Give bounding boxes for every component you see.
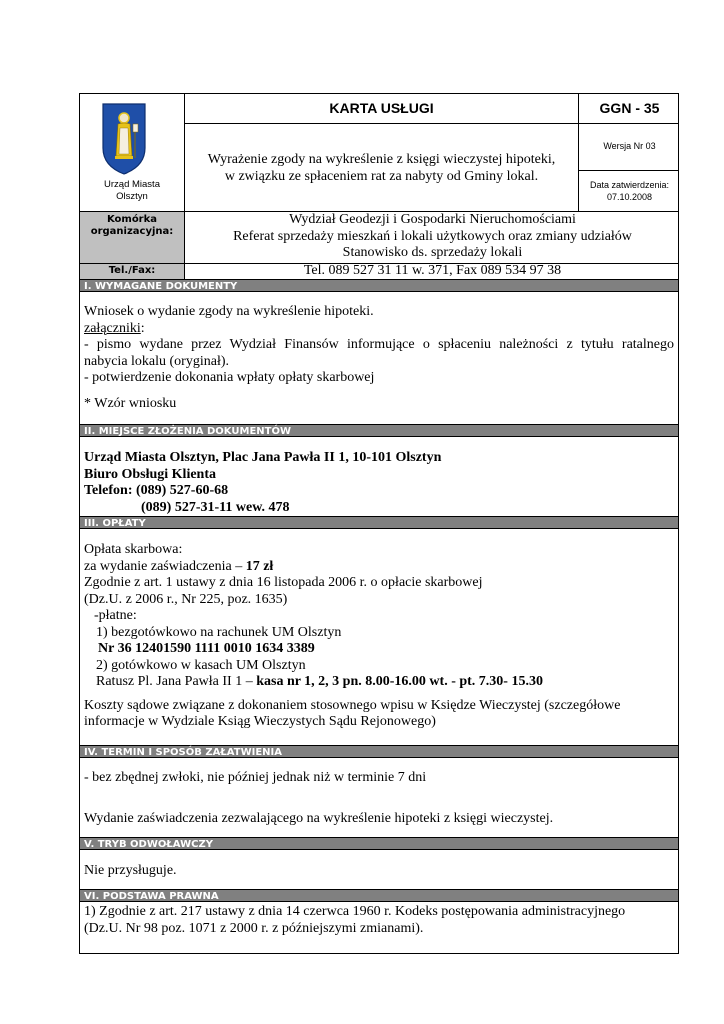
legal-basis-line1: 1) Zgodnie z art. 217 ustawy z dnia 14 czerwca 1960 r. Kodeks postępowania administracyjnego — [84, 904, 626, 919]
cash-desk-address: Ratusz Pl. Jana Pawła II 1 – — [96, 674, 257, 689]
approval-block — [579, 179, 680, 203]
deadline-line: - bez zbędnej zwłoki, nie później jednak niż w terminie 7 dni — [84, 770, 427, 785]
phone-secondary: (089) 527-31-11 wew. 478 — [141, 499, 290, 515]
court-fees-line1: Koszty sądowe związane z dokonaniem stosownego wpisu w Księdze Wieczystej (szczegółowe — [84, 697, 621, 713]
service-card — [79, 93, 679, 954]
fee-journal-ref: (Dz.U. z 2006 r., Nr 225, poz. 1635) — [84, 591, 288, 607]
approval-label: Data zatwierdzenia: — [589, 180, 670, 190]
phone-primary: Telefon: (089) 527-60-68 — [84, 483, 229, 498]
unit-line1: Wydział Geodezji i Gospodarki Nieruchomościami — [289, 212, 576, 227]
payable-label: -płatne: — [94, 608, 137, 623]
card-title: KARTA USŁUGI — [329, 100, 434, 116]
fee-amount-line — [84, 559, 674, 576]
cash-desk-info — [84, 674, 674, 691]
section-legal-basis-body — [84, 904, 674, 937]
city-crest-icon — [101, 102, 147, 176]
office-name-line1: Urząd Miasta — [104, 179, 160, 190]
unit-value — [185, 212, 680, 263]
office-address: Urząd Miasta Olsztyn, Plac Jana Pawła II 1, 10-101 Olsztyn — [84, 450, 442, 465]
unit-line3: Stanowisko ds. sprzedaży lokali — [342, 245, 523, 260]
customer-service-office: Biuro Obsługi Klienta — [84, 466, 216, 482]
section-deadline-header: IV. TERMIN I SPOSÓB ZAŁATWIENIA — [80, 745, 678, 758]
phone-value: Tel. 089 527 31 11 w. 371, Fax 089 534 97 38 — [303, 263, 562, 278]
cash-desk-hours: kasa nr 1, 2, 3 pn. 8.00-16.00 wt. - pt. 7.30- 15.30 — [256, 674, 543, 689]
section-fees-body — [84, 542, 674, 731]
office-name-line2: Olsztyn — [116, 191, 148, 202]
stamp-duty-label: Opłata skarbowa: — [84, 542, 183, 557]
unit-label-line1: Komórka — [106, 214, 158, 225]
bank-account-number: Nr 36 12401590 1111 0010 1634 3389 — [98, 641, 315, 656]
attachment-1-line1: - pismo wydane przez Wydział Finansów informujące o spłaceniu należności z tytułu ratalnego — [84, 337, 674, 352]
fee-amount: 17 zł — [245, 558, 274, 574]
service-line2: w związku ze spłaceniem rat za nabyty od Gminy lokal. — [224, 168, 539, 184]
section-submission-place-header: II. MIEJSCE ZŁOŻENIA DOKUMENTÓW — [80, 424, 678, 437]
section-required-documents-body — [84, 304, 674, 412]
unit-label-line2: organizacyjna: — [90, 226, 174, 237]
attachments-colon: : — [140, 320, 145, 336]
legal-basis-line2: (Dz.U. Nr 98 poz. 1071 z 2000 r. z późniejszymi zmianami). — [84, 920, 424, 936]
unit-label — [80, 212, 184, 263]
section-fees-header: III. OPŁATY — [80, 516, 678, 529]
logo-cell — [80, 94, 184, 211]
section-submission-place-body — [84, 450, 674, 516]
doc-request-line: Wniosek o wydanie zgody na wykreślenie hipoteki. — [84, 304, 374, 319]
appeal-value: Nie przysługuje. — [84, 863, 177, 878]
version-divider — [578, 170, 678, 171]
court-fees-line2: informacje w Wydziale Ksiąg Wieczystych Sądu Rejonowego) — [84, 714, 436, 729]
section-legal-basis-header: VI. PODSTAWA PRAWNA — [80, 889, 678, 902]
phone-label: Tel./Fax: — [80, 264, 184, 279]
unit-line2: Referat sprzedaży mieszkań i lokali użytkowych oraz zmiany udziałów — [233, 228, 632, 244]
fee-legal-basis: Zgodnie z art. 1 ustawy z dnia 16 listopada 2006 r. o opłacie skarbowej — [84, 575, 483, 590]
card-code: GGN - 35 — [599, 100, 660, 116]
approval-date: 07.10.2008 — [606, 192, 653, 202]
version-number: Wersja Nr 03 — [603, 141, 656, 151]
section-appeal-header: V. TRYB ODWOŁAWCZY — [80, 837, 678, 850]
service-line1: Wyrażenie zgody na wykreślenie z księgi wieczystej hipoteki, — [207, 151, 556, 167]
attachments-line — [84, 321, 674, 338]
form-template-link[interactable]: * Wzór wniosku — [84, 395, 177, 411]
service-description — [185, 124, 578, 211]
section-required-documents-header: I. WYMAGANE DOKUMENTY — [80, 279, 678, 292]
attachments-label: załączniki — [84, 320, 141, 336]
fee-amount-label: za wydanie zaświadczenia – — [84, 558, 246, 574]
payment-option-transfer: 1) bezgotówkowo na rachunek UM Olsztyn — [96, 624, 342, 640]
attachment-2: - potwierdzenie dokonania wpłaty opłaty skarbowej — [84, 370, 375, 385]
payment-option-cash: 2) gotówkowo w kasach UM Olsztyn — [96, 657, 306, 673]
resolution-line: Wydanie zaświadczenia zezwalającego na wykreślenie hipoteki z księgi wieczystej. — [84, 811, 554, 826]
attachment-1-line2: nabycia lokalu (oryginał). — [84, 353, 230, 369]
